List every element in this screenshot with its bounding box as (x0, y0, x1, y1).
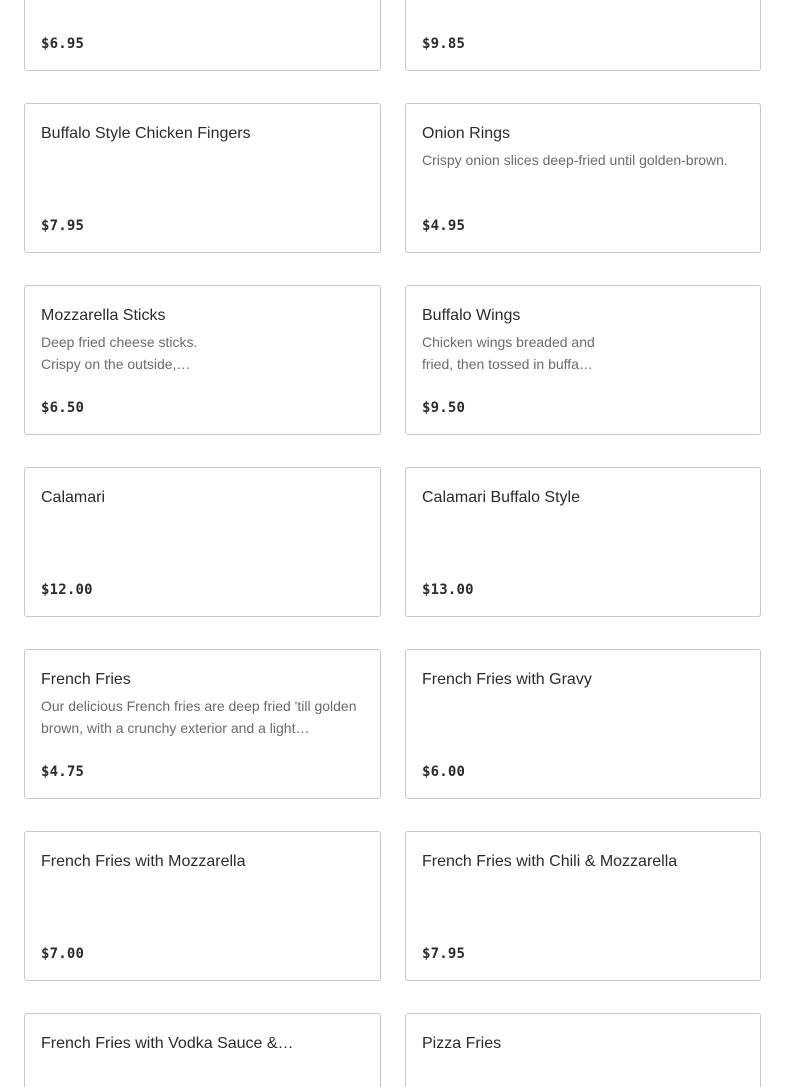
menu-item-name: Calamari Buffalo Style (422, 489, 580, 506)
menu-item-card[interactable] (24, 649, 381, 799)
menu-item-card[interactable] (24, 831, 381, 981)
menu-item-name: French Fries (41, 671, 131, 688)
menu-item-price: $9.50 (422, 400, 466, 416)
menu-item-description: Crispy onion slices deep-fried until golden-brown. (422, 152, 728, 168)
menu-item-name: Calamari (41, 489, 106, 506)
menu-item-card[interactable] (24, 1013, 381, 1087)
menu-item-description: Our delicious French fries are deep fried 'till golden brown, with a crunchy exterior and a light… (41, 698, 357, 736)
menu-item-card[interactable] (405, 831, 761, 981)
menu-item-card[interactable] (405, 0, 761, 71)
menu-item-name: Pizza Fries (422, 1035, 502, 1052)
menu-item-name: French Fries with Gravy (422, 671, 592, 688)
menu-item-name: Buffalo Style Chicken Fingers (41, 125, 251, 142)
menu-item-card[interactable] (405, 285, 761, 435)
menu-item-card[interactable] (24, 0, 381, 71)
menu-item-card[interactable] (405, 467, 761, 617)
menu-item-price: $9.85 (422, 36, 466, 52)
menu-item-name: Onion Rings (422, 125, 511, 142)
menu-item-card[interactable] (24, 103, 381, 253)
menu-item-card[interactable] (405, 1013, 761, 1087)
menu-item-card[interactable] (405, 649, 761, 799)
menu-item-card[interactable] (405, 103, 761, 253)
menu-item-name: Buffalo Wings (422, 307, 521, 324)
menu-item-price: $12.00 (41, 582, 93, 598)
menu-item-price: $7.95 (422, 946, 466, 962)
menu-item-grid (24, 0, 761, 1087)
menu-item-price: $7.00 (41, 946, 85, 962)
menu-item-price: $7.95 (41, 218, 85, 234)
menu-item-price: $13.00 (422, 582, 474, 598)
menu-item-name: French Fries with Chili & Mozzarella (422, 853, 678, 870)
menu-item-price: $4.95 (422, 218, 466, 234)
menu-item-price: $6.50 (41, 400, 85, 416)
menu-item-name: French Fries with Mozzarella (41, 853, 246, 870)
menu-item-name: Mozzarella Sticks (41, 307, 166, 324)
menu-item-card[interactable] (24, 467, 381, 617)
menu-item-name: French Fries with Vodka Sauce &… (41, 1035, 294, 1052)
menu-item-price: $6.95 (41, 36, 85, 52)
menu-item-description: Chicken wings breaded and fried, then tossed in buffa… (422, 334, 595, 372)
menu-item-price: $4.75 (41, 764, 85, 780)
menu-item-card[interactable] (24, 285, 381, 435)
menu-item-price: $6.00 (422, 764, 466, 780)
menu-item-description: Deep fried cheese sticks. Crispy on the outside,… (41, 334, 198, 372)
